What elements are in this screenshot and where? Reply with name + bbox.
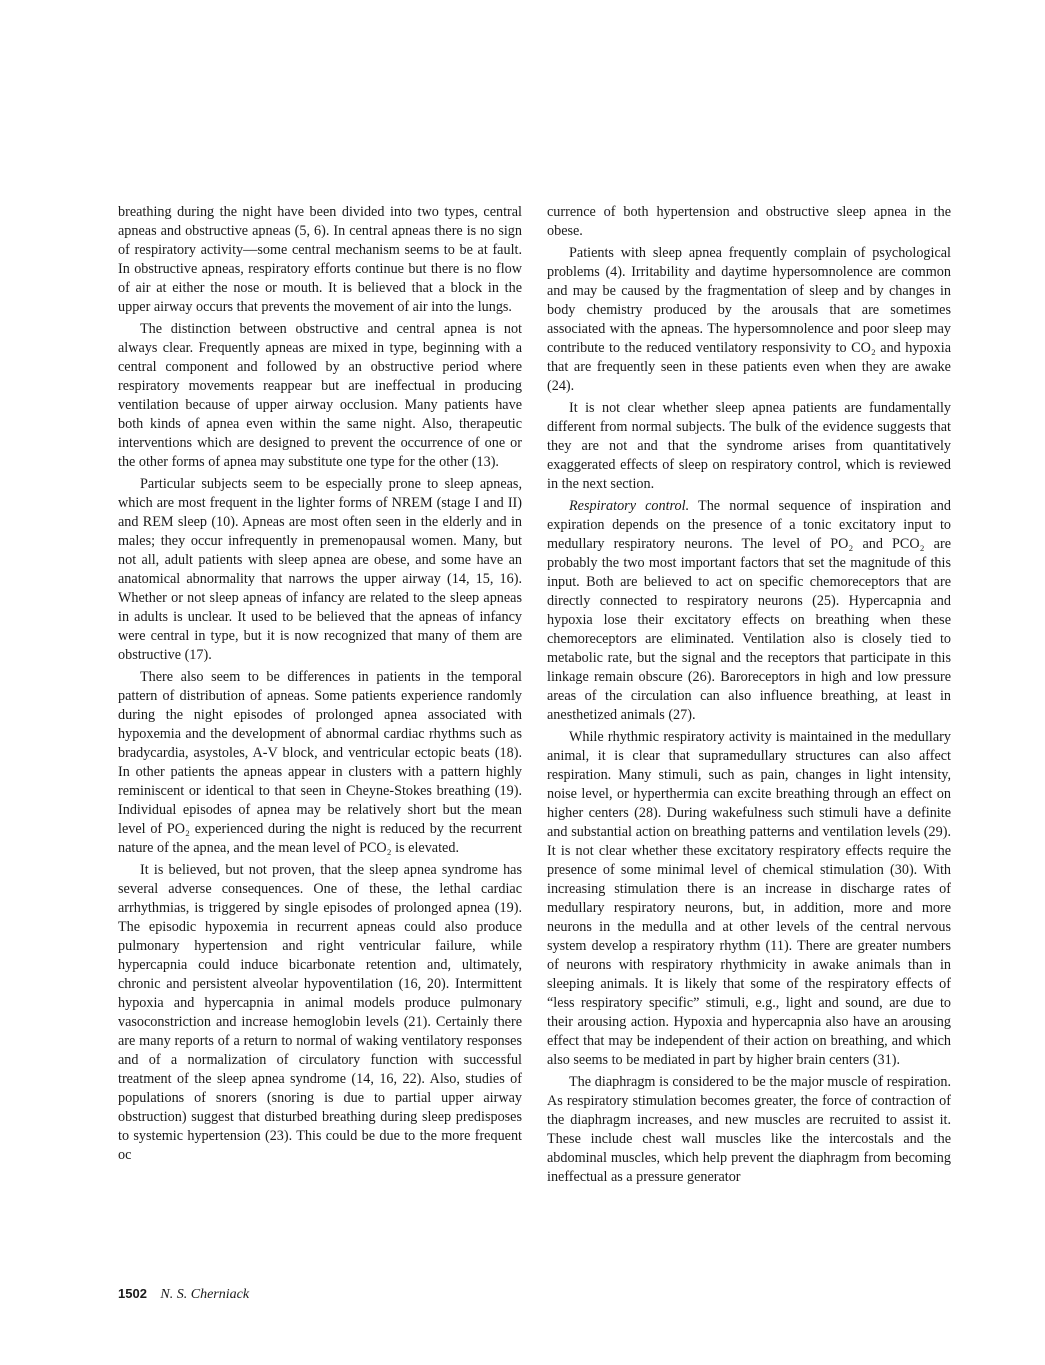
left-paragraph-4: There also seem to be differences in patients in the temporal pattern of distribution of apneas. Some patients experience randomly during the night episodes of prolonged apnea associated with hypoxemia and the development of abnormal cardiac rhythms such as bradycardia, asystoles, A-V block, and ventricular ectopic beats (18). In other patients the apneas appear in clusters with a pattern highly reminiscent or identical to that seen in Cheyne-Stokes breathing (19). Individual episodes of apnea may be relatively short but the mean level of PO₂ experienced during the night is reduced by the recurrent nature of the apnea, and the mean level of PCO₂ is elevated. xyxy=(118,669,522,856)
right-column xyxy=(547,203,951,1190)
left-paragraph-2: The distinction between obstructive and central apnea is not always clear. Frequently apneas are mixed in type, beginning with a central component and followed by an obstructive period where respiratory movements reappear but are ineffectual in producing ventilation because of upper airway occlusion. Many patients have both kinds of apnea even within the same night. Also, therapeutic interventions which are designed to prevent the occurrence of one or the other forms of apnea may substitute one type for the other (13). xyxy=(118,321,522,470)
left-paragraph-1: breathing during the night have been divided into two types, central apneas and obstructive apneas (5, 6). In central apneas there is no sign of respiratory activity—some central mechanism seems to be at fault. In obstructive apneas, respiratory efforts continue but there is no flow of air at either the nose or mouth. It is believed that a block in the upper airway occurs that prevents the movement of air into the lungs. xyxy=(118,204,522,315)
running-author: N. S. Cherniack xyxy=(160,1287,250,1302)
right-paragraph-4 xyxy=(547,497,951,725)
page-number: 1502 xyxy=(118,1286,147,1301)
page-footer xyxy=(118,1286,249,1303)
left-paragraph-5: It is believed, but not proven, that the sleep apnea syndrome has several adverse consequences. One of these, the lethal cardiac arrhythmias, is triggered by single episodes of prolonged apnea (19). The episodic hypoxemia in recurrent apneas could also produce pulmonary hypertension and right ventricular failure, while hypercapnia could induce bicarbonate retention and, ultimately, chronic and persistent alveolar hypoventilation (16, 20). Intermittent hypoxia and hypercapnia in animal models produce pulmonary vasoconstriction and increase hemoglobin levels (21). Certainly there are many reports of a return to normal of waking ventilatory responses and of a normalization of circulatory function with successful treatment of the sleep apnea syndrome (14, 16, 22). Also, studies of populations of snorers (snoring is due to partial upper airway obstruction) suggest that disturbed breathing during sleep predisposes to systemic hypertension (23). This could be due to the more frequent oc xyxy=(118,862,522,1163)
right-paragraph-5: While rhythmic respiratory activity is maintained in the medullary animal, it is clear that supramedullary structures can also affect respiration. Many stimuli, such as pain, changes in light intensity, noise level, or hyperthermia can excite breathing through an effect on higher centers (28). During wakefulness such stimuli have a definite and substantial action on breathing patterns and ventilation levels (29). It is not clear whether these excitatory respiratory effects require the presence of some minimal level of chemical stimulation (30). With increasing stimulation there is an increase in discharge rates of medullary respiratory neurons, but, in addition, more and more neurons in the medulla and at other levels of the central nervous system develop a respiratory rhythm (11). There are greater numbers of neurons with respiratory rhythmicity in awake animals than in sleeping animals. It is likely that some of the respiratory effects of “less respiratory specific” stimuli, e.g., light and sound, are due to their arousing action. Hypoxia and hypercapnia also have an arousing effect that may be independent of their action on breathing, and which also seems to be mediated in part by higher brain centers (31). xyxy=(547,729,951,1068)
right-paragraph-3: It is not clear whether sleep apnea patients are fundamentally different from normal subjects. The bulk of the evidence suggests that they are not and that the syndrome arises from quantitatively exaggerated effects of sleep on respiratory control, which is reviewed in the next section. xyxy=(547,400,951,492)
left-column xyxy=(118,203,522,1168)
right-paragraph-6: The diaphragm is considered to be the major muscle of respiration. As respiratory stimulation becomes greater, the force of contraction of the diaphragm increases, and new muscles are recruited to assist it. These include chest wall muscles like the intercostals and the abdominal muscles, which help prevent the diaphragm from becoming ineffectual as a pressure generator xyxy=(547,1074,951,1185)
right-paragraph-2: Patients with sleep apnea frequently complain of psychological problems (4). Irritability and daytime hypersomnolence are common and may be caused by the fragmentation of sleep and by changes in body chemistry produced by the arousals that are sometimes associated with the apneas. The hypersomnolence and poor sleep may contribute to the reduced ventilatory responsivity to CO₂ and hypoxia that are frequently seen in these patients even when they are awake (24). xyxy=(547,245,951,394)
left-paragraph-3: Particular subjects seem to be especially prone to sleep apneas, which are most frequent in the lighter forms of NREM (stage I and II) and REM sleep (10). Apneas are most often seen in the elderly and in males; they occur infrequently in premenopausal women. Many, but not all, adult patients with sleep apnea are obese, and some have an anatomical abnormality that narrows the upper airway (14, 15, 16). Whether or not sleep apneas of infancy are related to the sleep apneas in adults is unclear. It used to be believed that the apneas of infancy were central in type, but it is now recognized that many of them are obstructive (17). xyxy=(118,476,522,663)
right-paragraph-4-text: The normal sequence of inspiration and expiration depends on the presence of a tonic excitatory input to medullary respiratory neurons. The level of PO₂ and PCO₂ are probably the two most important factors that set the magnitude of this input. Both are believed to act on specific chemoreceptors that are directly connected to respiratory neurons (25). Hypercapnia and hypoxia lose their excitatory effects on breathing when these chemoreceptors are eliminated. Ventilation also is closely tied to metabolic rate, but the signal and the receptors that participate in this linkage remain obscure (26). Baroreceptors in high and low pressure areas of the circulation can also influence breathing, at least in anesthetized animals (27). xyxy=(547,498,951,723)
section-heading-respiratory-control: Respiratory control. xyxy=(569,498,690,514)
right-paragraph-1: currence of both hypertension and obstructive sleep apnea in the obese. xyxy=(547,204,951,239)
